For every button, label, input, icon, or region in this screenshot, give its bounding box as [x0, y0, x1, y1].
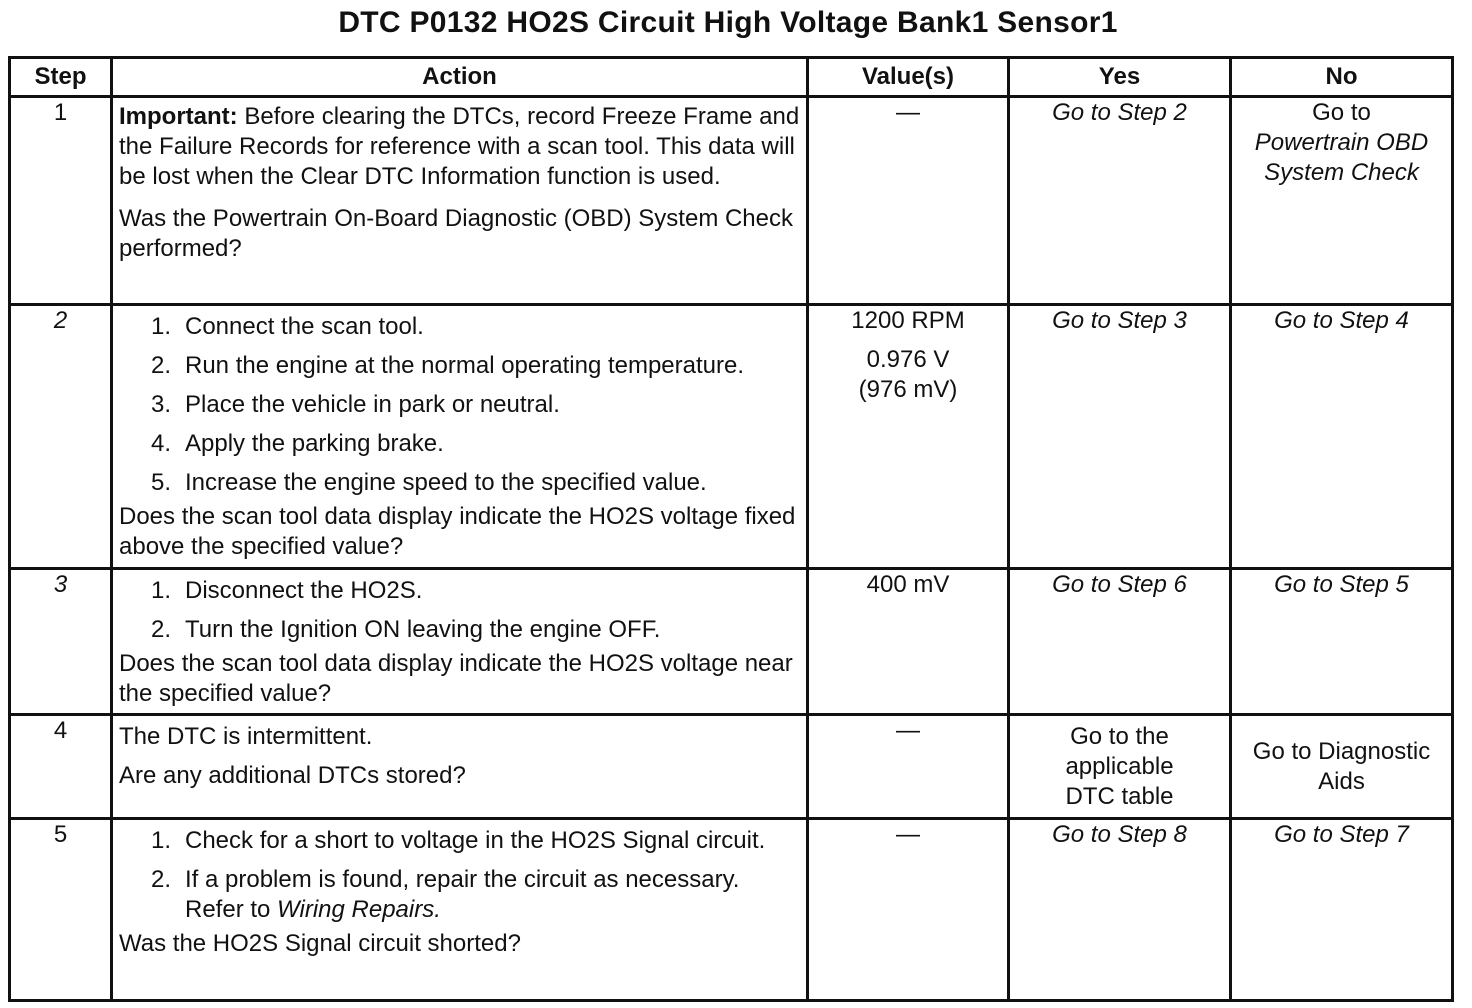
value-cell: — [808, 97, 1009, 305]
step-number: 2 [10, 305, 112, 569]
yes-cell [1009, 569, 1231, 715]
list-item: 5. Increase the engine speed to the specified value. [151, 469, 707, 496]
step-number: 5 [10, 819, 112, 1001]
question: Was the HO2S Signal circuit shorted? [119, 930, 521, 957]
action-list [119, 312, 800, 498]
question: Does the scan tool data display indicate the HO2S voltage fixed above the specified value? [119, 503, 796, 560]
list-item: 1. Check for a short to voltage in the HO2S Signal circuit. [151, 827, 766, 854]
value-cell: — [808, 819, 1009, 1001]
table-row-step-3 [10, 569, 1453, 715]
no-cell [1231, 715, 1453, 819]
page-title: DTC P0132 HO2S Circuit High Voltage Bank1 Sensor1 [338, 6, 1118, 39]
header-no: No [1231, 58, 1453, 97]
header-row [10, 58, 1453, 97]
step-number: 4 [10, 715, 112, 819]
no-cell [1231, 305, 1453, 569]
yes-cell [1009, 819, 1231, 1001]
no-cell [1231, 819, 1453, 1001]
no-prefix: Go to [1312, 99, 1371, 126]
go-to-step-link[interactable]: Go to Step 7 [1274, 821, 1409, 848]
important-label: Important: [119, 103, 238, 130]
list-item: 1. Disconnect the HO2S. [151, 577, 423, 604]
applicable-dtc-table-link[interactable]: Go to the applicable DTC table [1065, 722, 1174, 810]
action-cell [112, 715, 808, 819]
powertrain-obd-link[interactable]: Powertrain OBD System Check [1254, 129, 1429, 186]
important-note [119, 102, 800, 192]
wiring-repairs-link[interactable]: Wiring Repairs. [277, 896, 441, 923]
step-number: 1 [10, 97, 112, 305]
header-step: Step [10, 58, 112, 97]
important-text: Before clearing the DTCs, record Freeze Frame and the Failure Records for reference with a scan tool. This data will be lost when the Clear DTC Information function is used. [119, 103, 800, 190]
list-item: 2. If a problem is found, repair the circuit as necessary. Refer to Wiring Repairs. [151, 866, 740, 923]
list-item: 4. Apply the parking brake. [151, 430, 444, 457]
question: Was the Powertrain On-Board Diagnostic (OBD) System Check performed? [119, 205, 794, 262]
header-yes: Yes [1009, 58, 1231, 97]
go-to-step-link[interactable]: Go to Step 3 [1052, 307, 1187, 334]
value-millivolts: (976 mV) [858, 376, 958, 403]
list-item: 1. Connect the scan tool. [151, 313, 424, 340]
question: Does the scan tool data display indicate the HO2S voltage near the specified value? [119, 650, 793, 707]
go-to-step-link[interactable]: Go to Step 6 [1052, 571, 1187, 598]
yes-cell [1009, 305, 1231, 569]
no-cell [1231, 569, 1453, 715]
action-cell [112, 305, 808, 569]
value-cell [808, 305, 1009, 569]
diagnostic-aids-link[interactable]: Go to Diagnostic Aids [1252, 737, 1431, 795]
go-to-step-link[interactable]: Go to Step 5 [1274, 571, 1409, 598]
question: Are any additional DTCs stored? [119, 762, 466, 789]
value-cell: 400 mV [808, 569, 1009, 715]
yes-cell [1009, 97, 1231, 305]
list-item: 2. Turn the Ignition ON leaving the engine OFF. [151, 616, 661, 643]
table-row-step-5 [10, 819, 1453, 1001]
go-to-step-link[interactable]: Go to Step 4 [1274, 307, 1409, 334]
list-item: 2. Run the engine at the normal operating temperature. [151, 352, 745, 379]
action-cell [112, 819, 808, 1001]
header-values: Value(s) [808, 58, 1009, 97]
table-row-step-4 [10, 715, 1453, 819]
value-cell: — [808, 715, 1009, 819]
table-row-step-2 [10, 305, 1453, 569]
action-list [119, 576, 800, 645]
table-row-step-1 [10, 97, 1453, 305]
action-text: The DTC is intermittent. [119, 723, 373, 750]
go-to-step-link[interactable]: Go to Step 2 [1052, 99, 1187, 126]
action-list [119, 826, 800, 925]
header-action: Action [112, 58, 808, 97]
step-number: 3 [10, 569, 112, 715]
no-cell [1231, 97, 1453, 305]
value-voltage: 0.976 V [866, 346, 950, 373]
action-cell [112, 569, 808, 715]
go-to-step-link[interactable]: Go to Step 8 [1052, 821, 1187, 848]
yes-cell [1009, 715, 1231, 819]
action-cell [112, 97, 808, 305]
dtc-table [8, 56, 1454, 1002]
value-rpm: 1200 RPM [851, 307, 965, 334]
list-item: 3. Place the vehicle in park or neutral. [151, 391, 560, 418]
